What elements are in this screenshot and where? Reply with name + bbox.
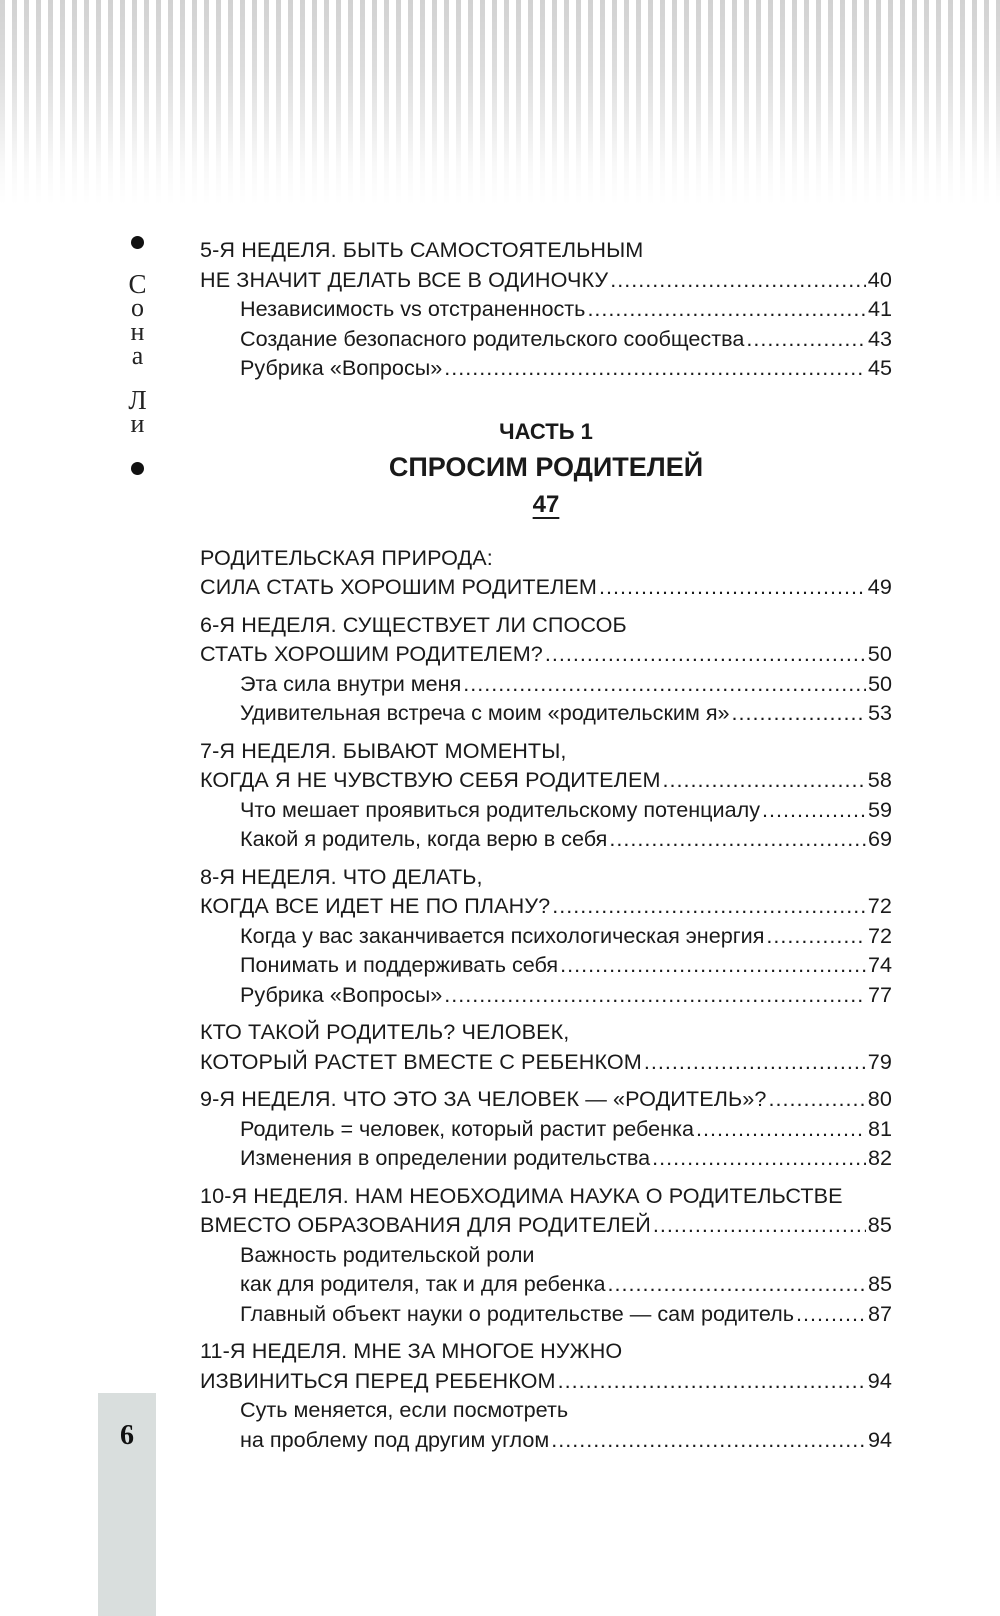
dot-leader bbox=[663, 765, 866, 795]
toc-entry-title: Понимать и поддерживать себя bbox=[240, 952, 559, 977]
dot-leader bbox=[653, 1210, 866, 1240]
toc-chapter bbox=[200, 1017, 892, 1076]
toc-subentry-line[interactable] bbox=[200, 1269, 892, 1299]
dot-leader bbox=[560, 950, 866, 980]
toc-entry-line[interactable] bbox=[200, 1366, 892, 1396]
author-letter: С bbox=[128, 269, 147, 299]
side-bullet-bottom bbox=[131, 462, 144, 475]
dot-leader bbox=[796, 1299, 866, 1329]
toc-entry-title: Главный объект науки о родительстве — сам родитель bbox=[240, 1300, 794, 1326]
dot-leader bbox=[587, 294, 866, 324]
dot-leader bbox=[766, 921, 866, 951]
toc-page-number: 94 bbox=[867, 1367, 892, 1393]
toc-entry-line bbox=[200, 1181, 892, 1211]
toc-page-number: 45 bbox=[867, 355, 892, 380]
toc-subentry-line[interactable] bbox=[200, 698, 892, 728]
toc-entry-line[interactable] bbox=[200, 891, 892, 921]
toc-entry-line bbox=[200, 862, 892, 892]
author-letter: а bbox=[131, 341, 144, 370]
toc-chapter bbox=[200, 235, 892, 383]
toc-page-number: 59 bbox=[867, 796, 892, 822]
toc-entry-line[interactable] bbox=[200, 1047, 892, 1077]
dot-leader bbox=[545, 639, 866, 669]
dot-leader bbox=[762, 795, 866, 825]
toc-entry-title: Важность родительской роли bbox=[240, 1241, 535, 1267]
toc-entry-title: Изменения в определении родительства bbox=[240, 1145, 651, 1170]
dot-leader bbox=[552, 891, 866, 921]
dot-leader bbox=[608, 1269, 866, 1299]
toc-page-number: 43 bbox=[867, 325, 892, 351]
part-title: СПРОСИМ РОДИТЕЛЕЙ bbox=[388, 451, 704, 482]
toc-entry-line bbox=[200, 736, 892, 766]
toc-page-number: 77 bbox=[867, 981, 892, 1007]
toc-subentry-line[interactable] bbox=[200, 353, 892, 383]
toc-entry-title: КОГДА ВСЕ ИДЕТ НЕ ПО ПЛАНУ? bbox=[200, 893, 551, 918]
dot-leader bbox=[558, 1366, 866, 1396]
toc-page-number: 79 bbox=[867, 1048, 892, 1074]
dot-leader bbox=[444, 353, 866, 383]
toc-subentry-line[interactable] bbox=[200, 1114, 892, 1144]
toc-page-number: 72 bbox=[867, 922, 892, 948]
page-number: 6 bbox=[120, 1420, 134, 1451]
toc-chapter bbox=[200, 1084, 892, 1173]
toc-page-number: 58 bbox=[867, 767, 892, 792]
toc-entry-line[interactable] bbox=[200, 1084, 892, 1114]
toc-entry-title: Удивительная встреча с моим «родительским я» bbox=[240, 700, 730, 725]
dot-leader bbox=[610, 265, 866, 295]
toc-entry-line[interactable] bbox=[200, 765, 892, 795]
toc-entry-title: КОТОРЫЙ РАСТЕТ ВМЕСТЕ С РЕБЕНКОМ bbox=[200, 1048, 642, 1074]
table-of-contents bbox=[200, 235, 892, 1462]
toc-entry-title: 5-Я НЕДЕЛЯ. БЫТЬ САМОСТОЯТЕЛЬНЫМ bbox=[200, 237, 644, 262]
toc-entry-title: КОГДА Я НЕ ЧУВСТВУЮ СЕБЯ РОДИТЕЛЕМ bbox=[200, 767, 661, 792]
toc-entry-title: Создание безопасного родительского сообщества bbox=[240, 325, 745, 351]
toc-entry-line bbox=[200, 1336, 892, 1366]
toc-entry-title: ВМЕСТО ОБРАЗОВАНИЯ ДЛЯ РОДИТЕЛЕЙ bbox=[200, 1212, 651, 1237]
author-letter: и bbox=[130, 409, 145, 438]
toc-entry-line[interactable] bbox=[200, 265, 892, 295]
toc-entry-title: Суть меняется, если посмотреть bbox=[240, 1397, 569, 1422]
toc-page-number: 82 bbox=[867, 1145, 892, 1170]
part-heading bbox=[200, 417, 892, 521]
toc-subentry-line[interactable] bbox=[200, 324, 892, 354]
toc-page-number: 50 bbox=[867, 670, 892, 696]
toc-page-number: 40 bbox=[867, 266, 892, 292]
toc-page-number: 81 bbox=[867, 1115, 892, 1141]
toc-page-number: 85 bbox=[867, 1271, 892, 1296]
toc-entry-title: как для родителя, так и для ребенка bbox=[240, 1271, 606, 1296]
toc-subentry-line[interactable] bbox=[200, 294, 892, 324]
toc-entry-title: 11-Я НЕДЕЛЯ. МНЕ ЗА МНОГОЕ НУЖНО bbox=[200, 1338, 623, 1363]
dot-leader bbox=[599, 572, 866, 602]
toc-chapter bbox=[200, 1336, 892, 1454]
toc-entry-line[interactable] bbox=[200, 572, 892, 602]
toc-entry-title: СТАТЬ ХОРОШИМ РОДИТЕЛЕМ? bbox=[200, 641, 543, 666]
toc-entry-title: Какой я родитель, когда верю в себя bbox=[240, 826, 608, 851]
toc-entry-title: Рубрика «Вопросы» bbox=[240, 981, 443, 1007]
dot-leader bbox=[644, 1047, 866, 1077]
part-page-link[interactable]: 47 bbox=[532, 490, 560, 518]
toc-entry-line bbox=[200, 543, 892, 573]
toc-entry-line[interactable] bbox=[200, 1210, 892, 1240]
toc-entry-title: СИЛА СТАТЬ ХОРОШИМ РОДИТЕЛЕМ bbox=[200, 574, 597, 599]
toc-subentry-line[interactable] bbox=[200, 824, 892, 854]
side-bullet-top bbox=[131, 236, 144, 249]
toc-page-number: 85 bbox=[867, 1212, 892, 1237]
toc-subentry-line[interactable] bbox=[200, 980, 892, 1010]
dot-leader bbox=[551, 1425, 866, 1455]
toc-entry-title: 7-Я НЕДЕЛЯ. БЫВАЮТ МОМЕНТЫ, bbox=[200, 737, 567, 763]
toc-page-number: 49 bbox=[867, 574, 892, 599]
toc-section-after-part bbox=[200, 543, 892, 1455]
toc-entry-title: Родитель = человек, который растит ребенка bbox=[240, 1115, 695, 1141]
toc-subentry-line[interactable] bbox=[200, 950, 892, 980]
toc-page-number: 50 bbox=[867, 641, 892, 666]
dot-leader bbox=[696, 1114, 866, 1144]
toc-entry-line bbox=[200, 610, 892, 640]
author-letter: Л bbox=[128, 385, 147, 415]
toc-subentry-line[interactable] bbox=[200, 921, 892, 951]
toc-chapter bbox=[200, 862, 892, 1010]
toc-entry-title: КТО ТАКОЙ РОДИТЕЛЬ? ЧЕЛОВЕК, bbox=[200, 1019, 570, 1044]
toc-chapter bbox=[200, 1181, 892, 1329]
dot-leader bbox=[652, 1143, 866, 1173]
toc-entry-title: НЕ ЗНАЧИТ ДЕЛАТЬ ВСЕ В ОДИНОЧКУ bbox=[200, 266, 609, 292]
toc-page-number: 41 bbox=[867, 296, 892, 321]
dot-leader bbox=[609, 824, 866, 854]
author-letter: о bbox=[131, 293, 144, 322]
toc-entry-title: 8-Я НЕДЕЛЯ. ЧТО ДЕЛАТЬ, bbox=[200, 863, 483, 889]
dot-leader bbox=[463, 669, 866, 699]
top-stripe-fade bbox=[0, 0, 1000, 205]
toc-entry-title: Независимость vs отстраненность bbox=[240, 296, 586, 321]
toc-subentry-line[interactable] bbox=[200, 669, 892, 699]
toc-subentry-line[interactable] bbox=[200, 1299, 892, 1329]
toc-subentry-line bbox=[200, 1395, 892, 1425]
toc-entry-line[interactable] bbox=[200, 639, 892, 669]
author-letter: н bbox=[130, 317, 145, 346]
toc-entry-title: 6-Я НЕДЕЛЯ. СУЩЕСТВУЕТ ЛИ СПОСОБ bbox=[200, 611, 627, 637]
dot-leader bbox=[768, 1084, 865, 1114]
part-label: ЧАСТЬ 1 bbox=[499, 418, 593, 444]
toc-entry-title: 10-Я НЕДЕЛЯ. НАМ НЕОБХОДИМА НАУКА О РОДИТЕЛЬСТВЕ bbox=[200, 1182, 843, 1208]
toc-entry-line bbox=[200, 1017, 892, 1047]
toc-subentry-line[interactable] bbox=[200, 1143, 892, 1173]
toc-page-number: 94 bbox=[867, 1426, 892, 1452]
toc-page-number: 80 bbox=[867, 1086, 892, 1111]
dot-leader bbox=[732, 698, 866, 728]
toc-entry-title: на проблему под другим углом bbox=[240, 1426, 550, 1452]
toc-entry-title: ИЗВИНИТЬСЯ ПЕРЕД РЕБЕНКОМ bbox=[200, 1367, 556, 1393]
toc-entry-line bbox=[200, 235, 892, 265]
toc-page-number: 53 bbox=[867, 700, 892, 725]
toc-subentry-line[interactable] bbox=[200, 1425, 892, 1455]
toc-chapter bbox=[200, 543, 892, 602]
dot-leader bbox=[746, 324, 866, 354]
toc-entry-title: Рубрика «Вопросы» bbox=[240, 355, 443, 380]
toc-page-number: 87 bbox=[867, 1300, 892, 1326]
toc-chapter bbox=[200, 610, 892, 728]
toc-page-number: 69 bbox=[867, 826, 892, 851]
toc-entry-title: РОДИТЕЛЬСКАЯ ПРИРОДА: bbox=[200, 544, 493, 570]
toc-section-before-part bbox=[200, 235, 892, 383]
toc-entry-title: Когда у вас заканчивается психологическая энергия bbox=[240, 922, 765, 948]
toc-subentry-line[interactable] bbox=[200, 795, 892, 825]
toc-page-number: 74 bbox=[867, 952, 892, 977]
toc-subentry-line bbox=[200, 1240, 892, 1270]
toc-entry-title: Эта сила внутри меня bbox=[240, 670, 462, 696]
toc-page-number: 72 bbox=[867, 893, 892, 918]
toc-entry-title: Что мешает проявиться родительскому потенциалу bbox=[240, 796, 761, 822]
toc-entry-title: 9-Я НЕДЕЛЯ. ЧТО ЭТО ЗА ЧЕЛОВЕК — «РОДИТЕЛЬ»? bbox=[200, 1086, 767, 1111]
toc-chapter bbox=[200, 736, 892, 854]
dot-leader bbox=[444, 980, 866, 1010]
